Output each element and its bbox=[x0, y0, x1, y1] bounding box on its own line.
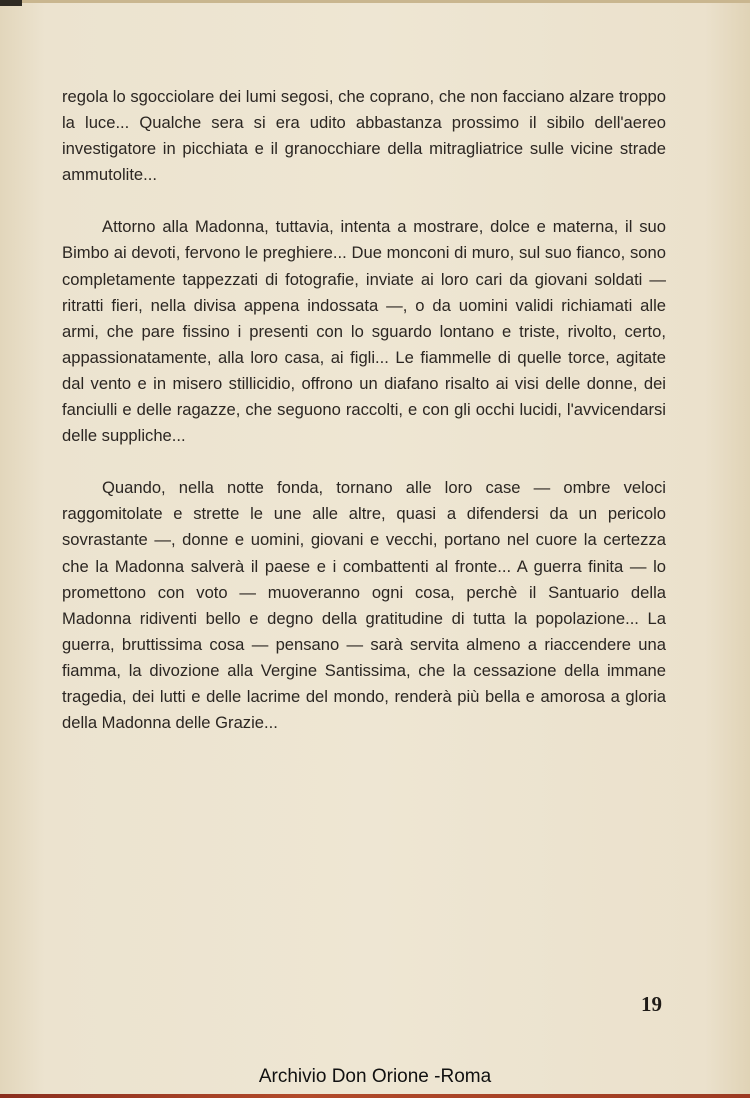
paragraph-madonna: Attorno alla Madonna, tuttavia, intenta a mostrare, dolce e materna, il suo Bimbo ai devoti, fervono le preghiere... Due monconi di muro, sul suo fianco, sono completamente tappezzati di fotografie, inviate ai loro cari da giovani soldati — ritratti fieri, nella divisa appena indossata —, o da uomini validi richiamati alle armi, che pare fissino i presenti con lo sguardo lontano e triste, rivolto, certo, appassionatamente, alla loro casa, ai figli... Le fiammelle di quelle torce, agitate dal vento e in misero stillicidio, offrono un diafano risalto ai visi delle donne, dei fanciulli e delle ragazze, che seguono raccolti, e con gli occhi lucidi, l'avvicendarsi delle suppliche... bbox=[62, 217, 666, 446]
page-top-edge bbox=[0, 0, 750, 3]
page-number: 19 bbox=[641, 992, 662, 1016]
corner-mark bbox=[0, 0, 22, 6]
archive-watermark-label: Archivio Don Orione -Roma bbox=[258, 1066, 492, 1087]
paragraph-return-home: Quando, nella notte fonda, tornano alle loro case — ombre veloci raggomitolate e strette le une alle altre, quasi a difendersi da un pericolo sovrastante —, donne e uomini, giovani e vecchi, portano nel cuore la certezza che la Madonna salverà il paese e i combattenti al fronte... A guerra finita — lo promettono con voto — muoveranno ogni cosa, perchè il Santuario della Madonna ridiventi bello e degno della gratitudine di tutta la popolazione... La guerra, bruttissima cosa — pensano — sarà servita almeno a riaccendere una fiamma, la divozione alla Vergine Santissima, che la cessazione della immane tragedia, dei lutti e delle lacrime del mondo, renderà più bella e amorosa a gloria della Madonna delle Grazie... bbox=[62, 478, 666, 733]
page-bottom-edge bbox=[0, 1094, 750, 1098]
body-text bbox=[62, 84, 666, 736]
paragraph-continuation: regola lo sgocciolare dei lumi segosi, che coprano, che non facciano alzare troppo la luce... Qualche sera si era udito abbastanza prossimo il sibilo dell'aereo investigatore in picchiata e il granocchiare della mitragliatrice sulle vicine strade ammutolite... bbox=[62, 87, 666, 185]
